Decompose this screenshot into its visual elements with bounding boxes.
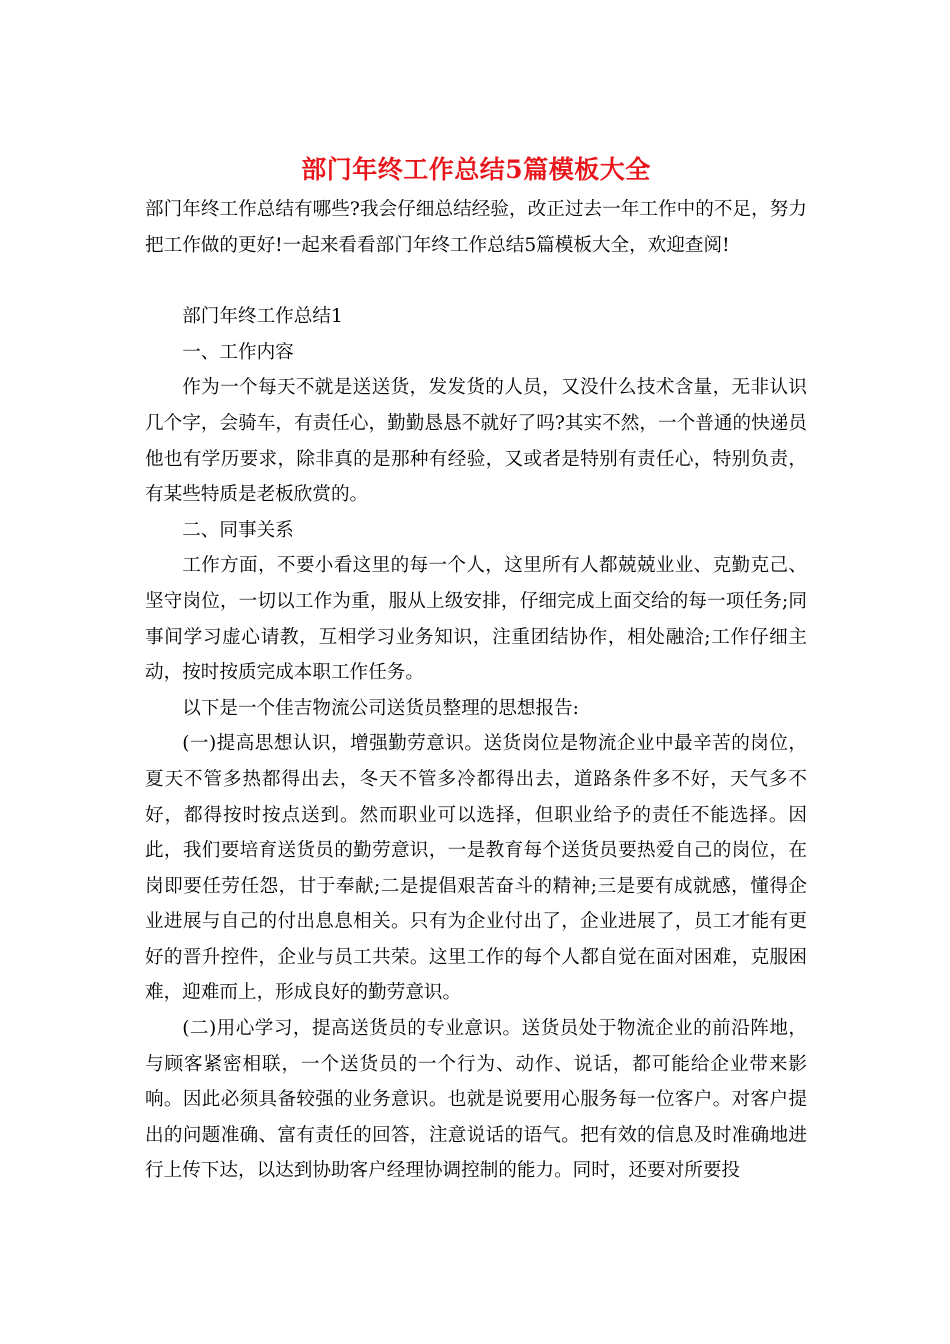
subheading-work-content: 一、工作内容 bbox=[182, 341, 294, 363]
section-heading: 部门年终工作总结1 bbox=[182, 306, 343, 328]
spacer bbox=[145, 263, 807, 299]
intro-paragraph: 部门年终工作总结有哪些?我会仔细总结经验，改正过去一年工作中的不足，努力把工作做的更好!一起来看看部门年终工作总结5篇模板大全，欢迎查阅! bbox=[145, 199, 807, 256]
paragraph-work-content: 作为一个每天不就是送送货，发发货的人员，又没什么技术含量，无非认识几个字，会骑车，有责任心，勤勤恳恳不就好了吗?其实不然，一个普通的快递员他也有学历要求，除非真的是那种有经验，又或者是特别有责任心，特别负责，有某些特质是老板欣赏的。 bbox=[145, 377, 807, 506]
document-page bbox=[145, 150, 807, 1189]
subheading-colleague-relations: 二、同事关系 bbox=[182, 519, 294, 541]
paragraph-report-intro: 以下是一个佳吉物流公司送货员整理的思想报告: bbox=[182, 697, 579, 719]
paragraph-point-two: (二)用心学习，提高送货员的专业意识。送货员处于物流企业的前沿阵地，与顾客紧密相联，一个送货员的一个行为、动作、说话，都可能给企业带来影响。因此必须具备较强的业务意识。也就是说要用心服务每一位客户。对客户提出的问题准确、富有责任的回答，注意说话的语气。把有效的信息及时准确地进行上传下达，以达到协助客户经理协调控制的能力。同时，还要对所要投 bbox=[145, 1018, 807, 1182]
paragraph-colleague-relations: 工作方面，不要小看这里的每一个人，这里所有人都兢兢业业、克勤克己、坚守岗位，一切以工作为重，服从上级安排，仔细完成上面交给的每一项任务;同事间学习虚心请教，互相学习业务知识，注重团结协作，相处融洽;工作仔细主动，按时按质完成本职工作任务。 bbox=[145, 555, 807, 684]
paragraph-point-one: (一)提高思想认识，增强勤劳意识。送货岗位是物流企业中最辛苦的岗位，夏天不管多热都得出去，冬天不管多冷都得出去，道路条件多不好，天气多不好，都得按时按点送到。然而职业可以选择，但职业给予的责任不能选择。因此，我们要培育送货员的勤劳意识，一是教育每个送货员要热爱自己的岗位，在岗即要任劳任怨，甘于奉献;二是提倡艰苦奋斗的精神;三是要有成就感，懂得企业进展与自己的付出息息相关。只有为企业付出了，企业进展了，员工才能有更好的晋升控件，企业与员工共荣。这里工作的每个人都自觉在面对困难，克服困难，迎难而上，形成良好的勤劳意识。 bbox=[145, 733, 807, 1004]
document-title: 部门年终工作总结5篇模板大全 bbox=[301, 155, 651, 184]
